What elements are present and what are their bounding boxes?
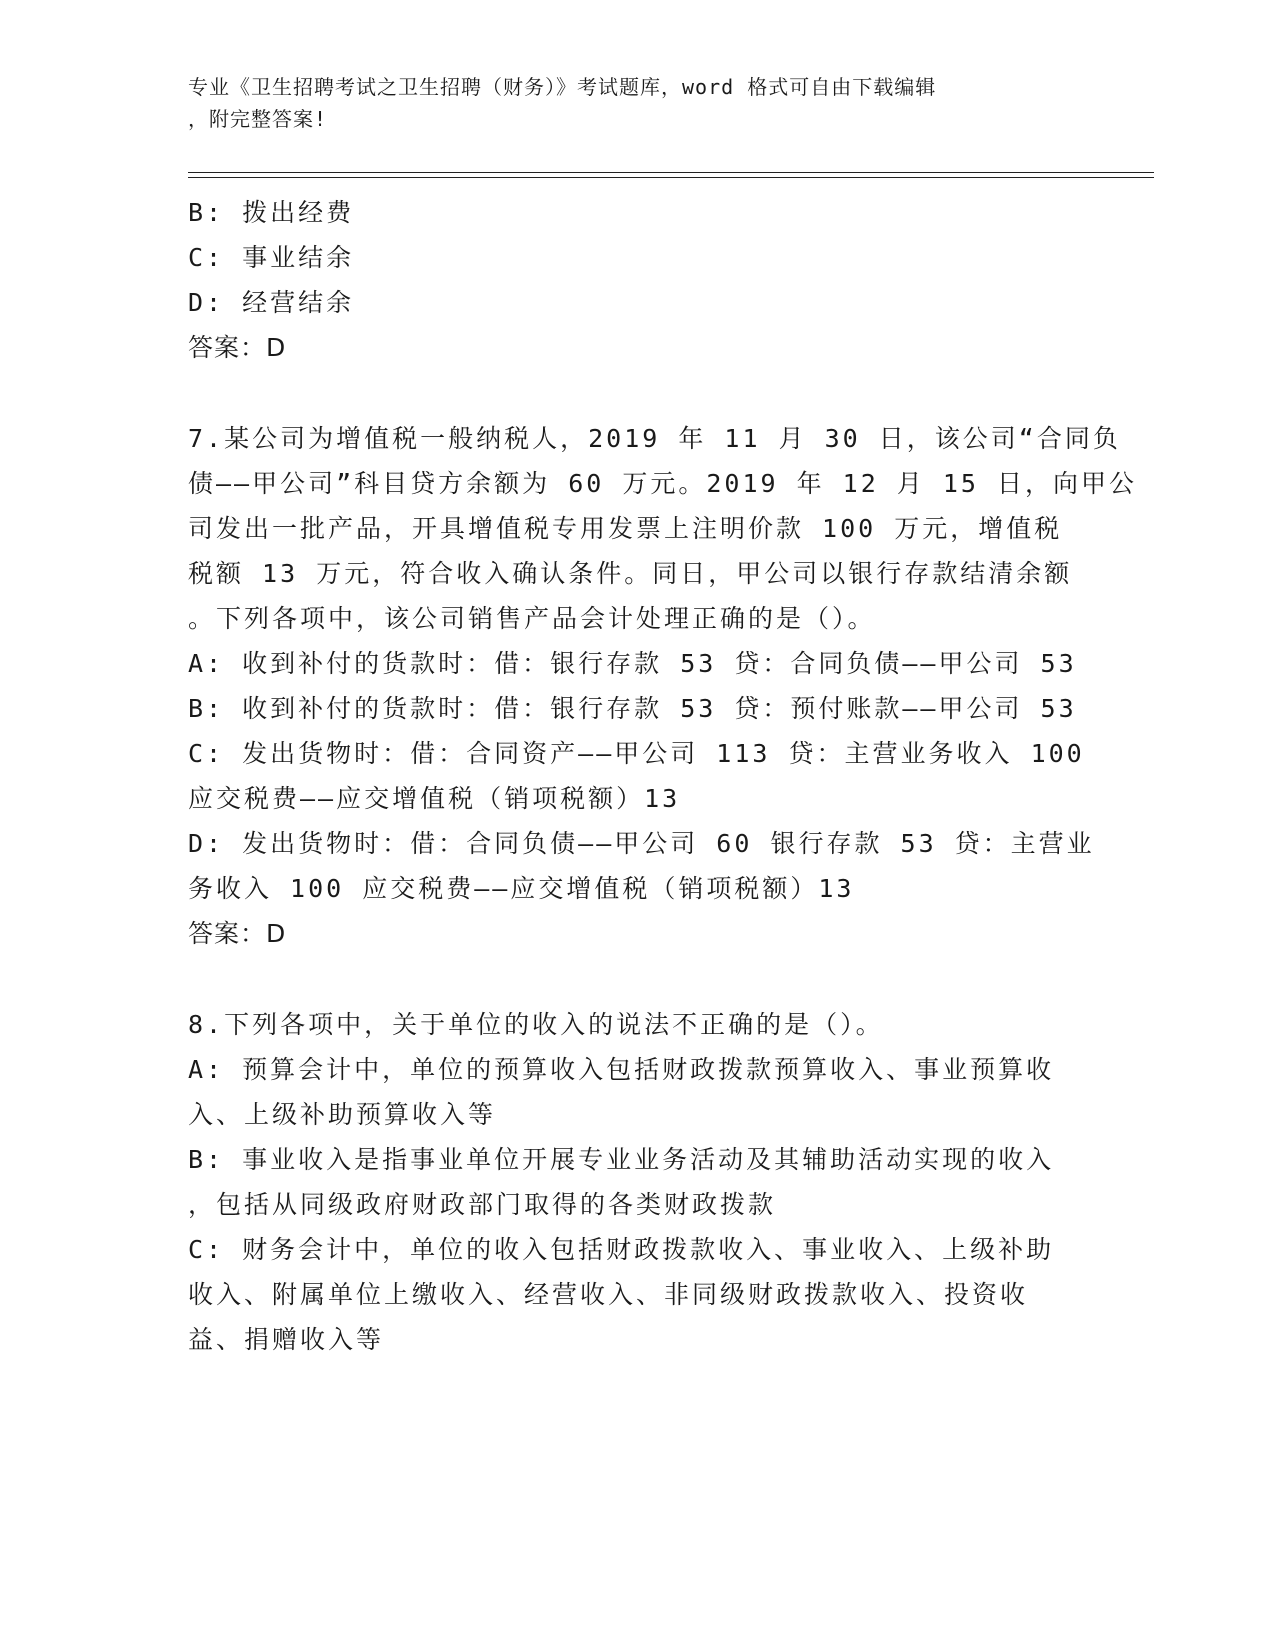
prev-question-answer: 答案：D bbox=[188, 333, 287, 362]
header-title-line2: ，附完整答案! bbox=[188, 107, 328, 131]
question-8 bbox=[188, 1002, 1088, 1362]
question-7 bbox=[188, 416, 1138, 956]
q8-option-b-cont: ，包括从同级政府财政部门取得的各类财政拨款 bbox=[188, 1190, 777, 1219]
q7-stem-line: 。下列各项中，该公司销售产品会计处理正确的是（）。 bbox=[188, 604, 876, 633]
q7-option-a: A: 收到补付的货款时：借：银行存款 53 贷：合同负债——甲公司 53 bbox=[188, 649, 1077, 678]
header-divider-bottom bbox=[188, 177, 1154, 178]
q7-answer: 答案：D bbox=[188, 919, 287, 948]
q7-stem-line: 税额 13 万元，符合收入确认条件。同日，甲公司以银行存款结清余额 bbox=[188, 559, 1073, 588]
q8-option-c-cont: 益、捐赠收入等 bbox=[188, 1325, 385, 1354]
q7-option-d: D: 发出货物时：借：合同负债——甲公司 60 银行存款 53 贷：主营业 bbox=[188, 829, 1095, 858]
q8-option-c-cont: 收入、附属单位上缴收入、经营收入、非同级财政拨款收入、投资收 bbox=[188, 1280, 1029, 1309]
q8-stem: 8.下列各项中，关于单位的收入的说法不正确的是（）。 bbox=[188, 1010, 884, 1039]
q7-stem-line: 7.某公司为增值税一般纳税人，2019 年 11 月 30 日，该公司“合同负 bbox=[188, 424, 1121, 453]
option-d: D: 经营结余 bbox=[188, 288, 355, 317]
q7-option-c-cont: 应交税费——应交增值税（销项税额）13 bbox=[188, 784, 681, 813]
q8-option-b: B: 事业收入是指事业单位开展专业业务活动及其辅助活动实现的收入 bbox=[188, 1145, 1055, 1174]
q8-option-a: A: 预算会计中，单位的预算收入包括财政拨款预算收入、事业预算收 bbox=[188, 1055, 1055, 1084]
header-divider-top bbox=[188, 172, 1154, 173]
header-title-line1: 专业《卫生招聘考试之卫生招聘（财务）》考试题库，word 格式可自由下载编辑 bbox=[188, 75, 937, 99]
q7-stem-line: 司发出一批产品，开具增值税专用发票上注明价款 100 万元，增值税 bbox=[188, 514, 1063, 543]
q8-option-c: C: 财务会计中，单位的收入包括财政拨款收入、事业收入、上级补助 bbox=[188, 1235, 1055, 1264]
q8-option-a-cont: 入、上级补助预算收入等 bbox=[188, 1100, 497, 1129]
q7-option-c: C: 发出货物时：借：合同资产——甲公司 113 贷：主营业务收入 100 bbox=[188, 739, 1085, 768]
q7-option-b: B: 收到补付的货款时：借：银行存款 53 贷：预付账款——甲公司 53 bbox=[188, 694, 1077, 723]
document-body bbox=[188, 190, 1138, 1362]
spacer bbox=[188, 956, 1088, 1002]
option-c: C: 事业结余 bbox=[188, 243, 355, 272]
spacer bbox=[188, 370, 1088, 416]
q7-option-d-cont: 务收入 100 应交税费——应交增值税（销项税额）13 bbox=[188, 874, 855, 903]
prev-question-options bbox=[188, 190, 1088, 325]
option-b: B: 拨出经费 bbox=[188, 198, 355, 227]
q7-stem-line: 债——甲公司”科目贷方余额为 60 万元。2019 年 12 月 15 日，向甲公 bbox=[188, 469, 1138, 498]
